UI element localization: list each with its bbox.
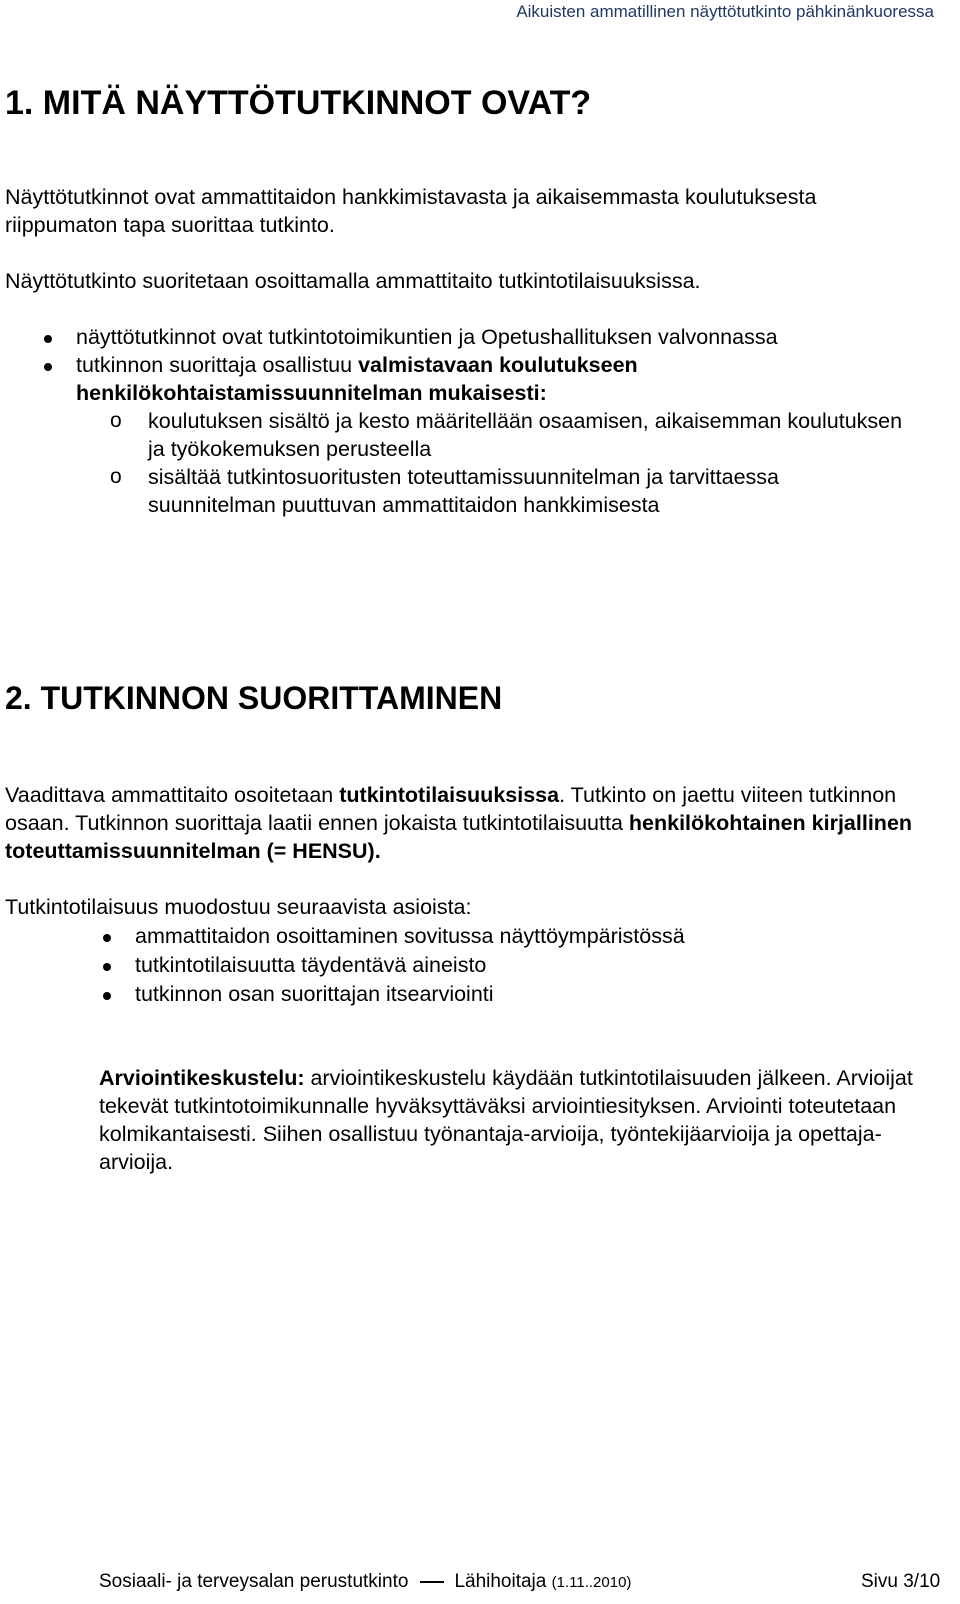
bullet-item-bold-text: valmistavaan koulutukseen henkilökohtaistamissuunnitelman mukaisesti: (76, 353, 638, 405)
section-2-heading: 2. TUTKINNON SUORITTAMINEN (5, 680, 503, 716)
bullet-item (76, 351, 936, 407)
bullet-dot-icon (103, 963, 111, 971)
text-run: . Tutkinto on jaettu viiteen tutkinnon osaan. Tutkinnon suorittaja laatii ennen jokaista tutkintotilaisuutta (5, 783, 897, 835)
bullet-item-text: tutkinnon suorittaja osallistuu (76, 353, 359, 377)
bullet-item: tutkintotilaisuutta täydentävä aineisto (135, 953, 487, 977)
section-1-paragraph-2: Näyttötutkinto suoritetaan osoittamalla ammattitaito tutkintotilaisuuksissa. (5, 269, 701, 293)
bullet-item: ammattitaidon osoittaminen sovitussa näyttöympäristössä (135, 924, 685, 948)
footer-qualification: Lähihoitaja (454, 1571, 547, 1592)
section-1-paragraph-1: Näyttötutkinnot ovat ammattitaidon hankkimistavasta ja aikaisemmasta koulutuksesta riippumaton tapa suorittaa tutkinto. (5, 185, 817, 237)
bullet-dot-icon (103, 934, 111, 942)
footer-program: Sosiaali- ja terveysalan perustutkinto (99, 1571, 409, 1592)
bullet-item: näyttötutkinnot ovat tutkintotoimikuntien ja Opetushallituksen valvonnassa (76, 325, 778, 349)
text-run: arviointikeskustelu käydään tutkintotilaisuuden jälkeen. Arvioijat tekevät tutkintotoimikunnalle hyväksyttäväksi arviointiesityksen. Arviointi toteutetaan kolmikantaisesti. Siihen osallistuu työnantaja-arvioija, työntekijäarvioija ja opettaja-arvioija. (99, 1066, 913, 1174)
bold-text-run: henkilökohtainen kirjallinen toteuttamissuunnitelman (= HENSU). (5, 811, 913, 863)
text-run: Vaadittava ammattitaito osoitetaan (5, 783, 340, 807)
section-2-paragraph-3 (99, 1064, 929, 1176)
bullet-item: tutkinnon osan suorittajan itsearviointi (135, 982, 494, 1006)
section-2-paragraph-2: Tutkintotilaisuus muodostuu seuraavista asioista: (5, 895, 472, 919)
bullet-dot-icon (44, 335, 52, 343)
bold-text-run: tutkintotilaisuuksissa (339, 783, 560, 807)
bullet-dot-icon (44, 363, 52, 371)
section-2-paragraph-1 (5, 781, 925, 865)
sub-bullet-marker: o (110, 409, 122, 432)
footer-date: (1.11..2010) (551, 1574, 632, 1591)
bullet-dot-icon (103, 992, 111, 1000)
running-header: Aikuisten ammatillinen näyttötutkinto pähkinänkuoressa (516, 2, 934, 21)
sub-bullet-item: sisältää tutkintosuoritusten toteuttamissuunnitelman ja tarvittaessa suunnitelman puuttuvan ammattitaidon hankkimisesta (148, 465, 779, 517)
sub-bullet-marker: o (110, 465, 122, 488)
footer-dash (420, 1581, 444, 1583)
bold-text-run: Arviointikeskustelu: (99, 1066, 305, 1090)
footer-page-number: Sivu 3/10 (861, 1571, 941, 1592)
page-footer (99, 1571, 941, 1593)
section-1-heading: 1. MITÄ NÄYTTÖTUTKINNOT OVAT? (5, 84, 592, 122)
sub-bullet-item: koulutuksen sisältö ja kesto määritellään osaamisen, aikaisemman koulutuksen ja työkokemuksen perusteella (148, 409, 903, 461)
